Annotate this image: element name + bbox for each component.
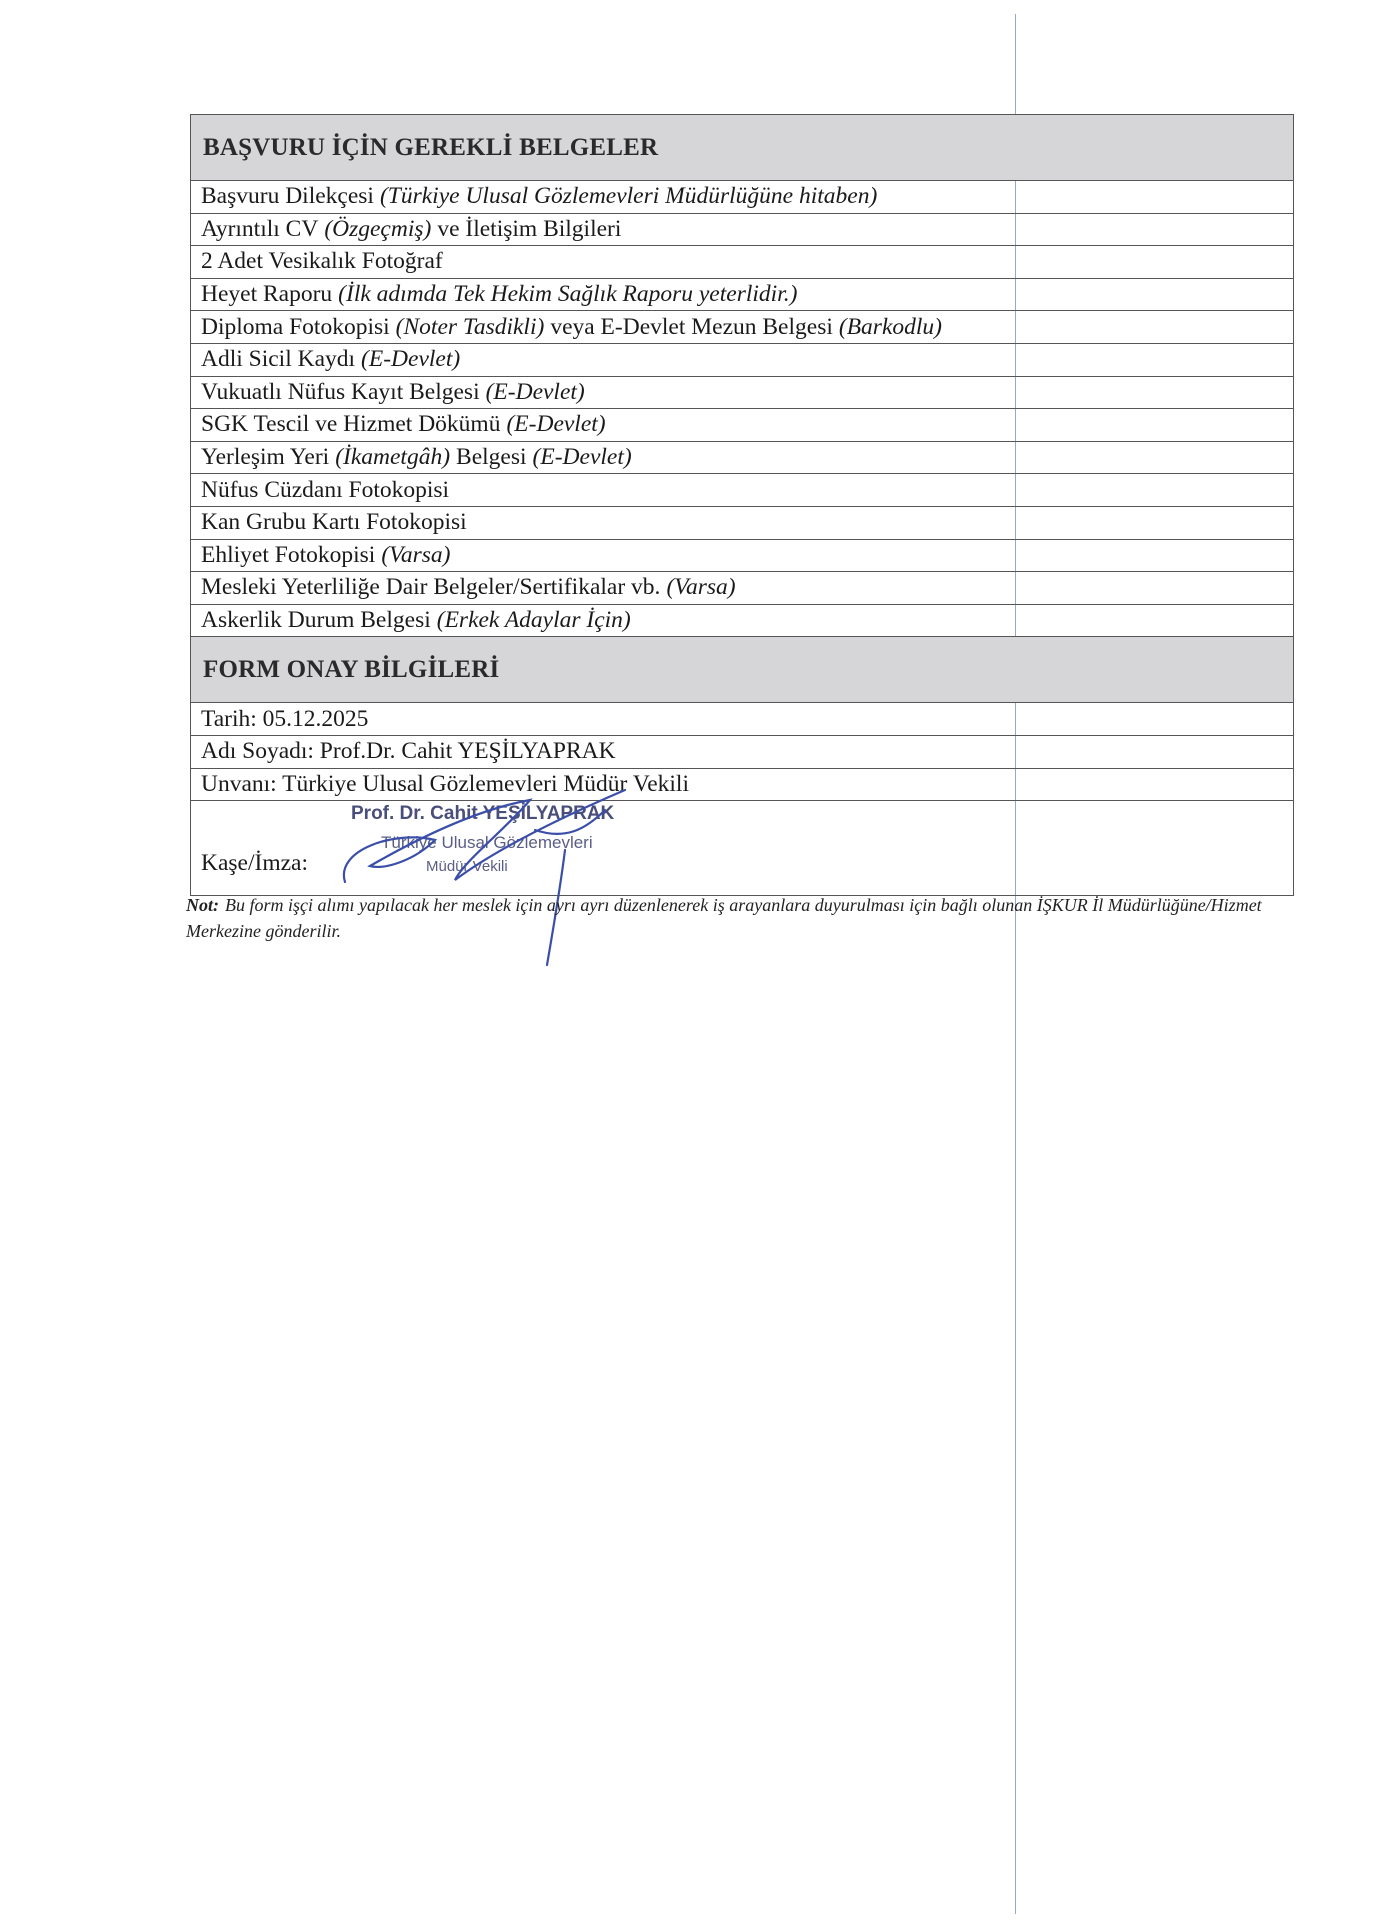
approval-section-title: FORM ONAY BİLGİLERİ <box>203 655 500 683</box>
footnote <box>186 892 1296 944</box>
name-row <box>191 736 1293 769</box>
document-item-text: Yerleşim Yeri <box>201 444 330 471</box>
date-text: Tarih: 05.12.2025 <box>201 705 369 732</box>
document-item-text: Heyet Raporu <box>201 281 333 308</box>
document-item <box>191 540 1293 573</box>
document-item-note: (Varsa) <box>381 541 451 568</box>
document-item-suffix: veya E-Devlet Mezun Belgesi <box>550 313 833 340</box>
name-text: Adı Soyadı: Prof.Dr. Cahit YEŞİLYAPRAK <box>201 738 616 765</box>
document-item-note: (Erkek Adaylar İçin) <box>436 607 631 634</box>
document-item-text: Kan Grubu Kartı Fotokopisi <box>201 509 467 536</box>
document-item <box>191 377 1293 410</box>
document-item <box>191 605 1293 638</box>
document-item <box>191 442 1293 475</box>
document-item-text: Adli Sicil Kaydı <box>201 346 356 373</box>
document-item-suffix: Belgesi <box>456 444 527 471</box>
stamp-name: Prof. Dr. Cahit YEŞİLYAPRAK <box>351 803 615 825</box>
document-item <box>191 181 1293 214</box>
document-item-text: Nüfus Cüzdanı Fotokopisi <box>201 476 450 503</box>
document-item-text: Ayrıntılı CV <box>201 215 319 242</box>
footnote-text: Bu form işçi alımı yapılacak her meslek için ayrı ayrı düzenlenerek iş arayanlara duyurulması için bağlı olunan İŞKUR İl Müdürlüğüne/Hizmet Merkezine gönderilir. <box>186 895 1262 941</box>
documents-list <box>191 181 1293 637</box>
document-item-text: 2 Adet Vesikalık Fotoğraf <box>201 248 443 275</box>
document-item <box>191 246 1293 279</box>
document-item-text: Mesleki Yeterliliğe Dair Belgeler/Sertifikalar vb. <box>201 574 661 601</box>
document-item-text: Başvuru Dilekçesi <box>201 183 374 210</box>
stamp-institution: Türkiye Ulusal Gözlemevleri <box>381 833 593 853</box>
document-item-text: SGK Tescil ve Hizmet Dökümü <box>201 411 501 438</box>
documents-section-header <box>191 115 1293 181</box>
document-item-note: (İlk adımda Tek Hekim Sağlık Raporu yeterlidir.) <box>338 281 798 308</box>
documents-section-title: BAŞVURU İÇİN GEREKLİ BELGELER <box>203 133 659 161</box>
document-item-note: (E-Devlet) <box>485 378 585 405</box>
date-row <box>191 703 1293 736</box>
document-item <box>191 572 1293 605</box>
document-item-text: Diploma Fotokopisi <box>201 313 390 340</box>
document-item-text: Vukuatlı Nüfus Kayıt Belgesi <box>201 378 480 405</box>
document-item <box>191 279 1293 312</box>
document-item-note: (İkametgâh) <box>335 444 451 471</box>
document-item-note-secondary: (E-Devlet) <box>532 444 632 471</box>
document-item <box>191 409 1293 442</box>
document-item <box>191 507 1293 540</box>
footnote-label: Not: <box>186 895 219 915</box>
document-item <box>191 474 1293 507</box>
document-item-note: (Türkiye Ulusal Gözlemevleri Müdürlüğüne hitaben) <box>379 183 878 210</box>
document-item-note: (Varsa) <box>666 574 736 601</box>
document-item <box>191 214 1293 247</box>
title-text: Unvanı: Türkiye Ulusal Gözlemevleri Müdür Vekili <box>201 770 689 797</box>
document-item-text: Askerlik Durum Belgesi <box>201 607 431 634</box>
signature-label: Kaşe/İmza: <box>201 850 309 877</box>
document-item-suffix: ve İletişim Bilgileri <box>437 215 622 242</box>
approval-section-header <box>191 637 1293 703</box>
document-item-note: (E-Devlet) <box>506 411 606 438</box>
document-item-note: (E-Devlet) <box>361 346 461 373</box>
document-item-note-secondary: (Barkodlu) <box>838 313 942 340</box>
document-item-note: (Özgeçmiş) <box>324 215 432 242</box>
document-item-note: (Noter Tasdikli) <box>395 313 545 340</box>
document-item <box>191 344 1293 377</box>
stamp-position: Müdür Vekili <box>426 858 508 876</box>
document-item <box>191 311 1293 344</box>
document-item-text: Ehliyet Fotokopisi <box>201 541 376 568</box>
